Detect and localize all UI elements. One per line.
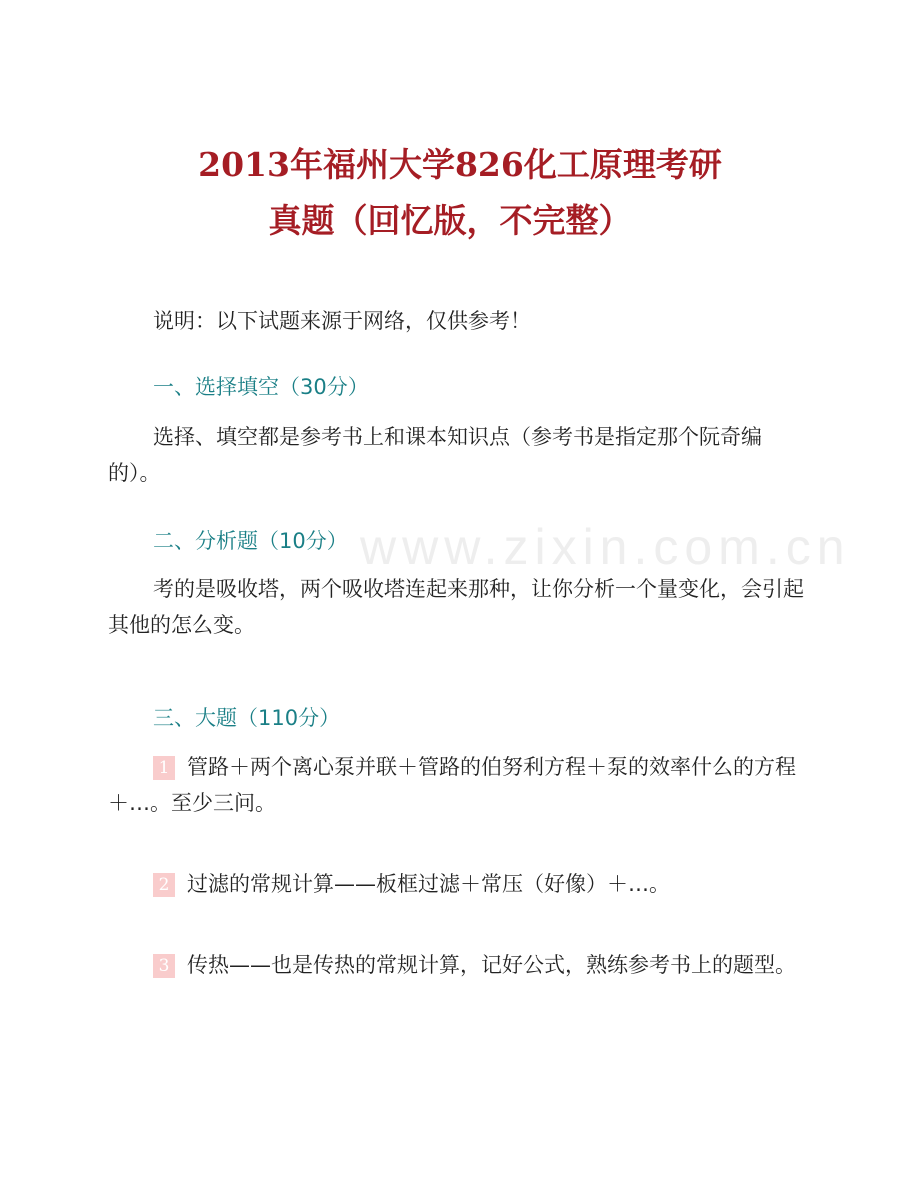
source-note: 说明：以下试题来源于网络，仅供参考！ (153, 309, 531, 333)
section-heading-choice: 一、选择填空（30分） (153, 375, 369, 399)
problem-number-badge: 1 (153, 756, 175, 780)
section-heading-analysis: 二、分析题（10分） (153, 529, 348, 553)
section-heading-problems: 三、大题（110分） (153, 706, 341, 730)
problem-text: 管路＋两个离心泵并联＋管路的伯努利方程＋泵的效率什么的方程＋…。至少三问。 (108, 755, 796, 815)
document-title-line-2: 真题（回忆版，不完整） (268, 201, 632, 240)
problem-item (108, 866, 810, 902)
problem-text: 过滤的常规计算——板框过滤＋常压（好像）＋…。 (187, 872, 670, 896)
watermark: www.zixin.com.cn (360, 519, 851, 575)
problem-item (108, 947, 810, 983)
problem-item (108, 749, 810, 821)
problem-number-badge: 2 (153, 873, 175, 897)
document-title-line-1: 2013年福州大学826化工原理考研 (198, 145, 722, 184)
section-body-analysis: 考的是吸收塔，两个吸收塔连起来那种，让你分析一个量变化，会引起其他的怎么变。 (108, 577, 804, 637)
section-body-choice: 选择、填空都是参考书上和课本知识点（参考书是指定那个阮奇编的）。 (108, 425, 762, 485)
problem-text: 传热——也是传热的常规计算，记好公式，熟练参考书上的题型。 (187, 953, 796, 977)
problem-number-badge: 3 (153, 954, 175, 978)
